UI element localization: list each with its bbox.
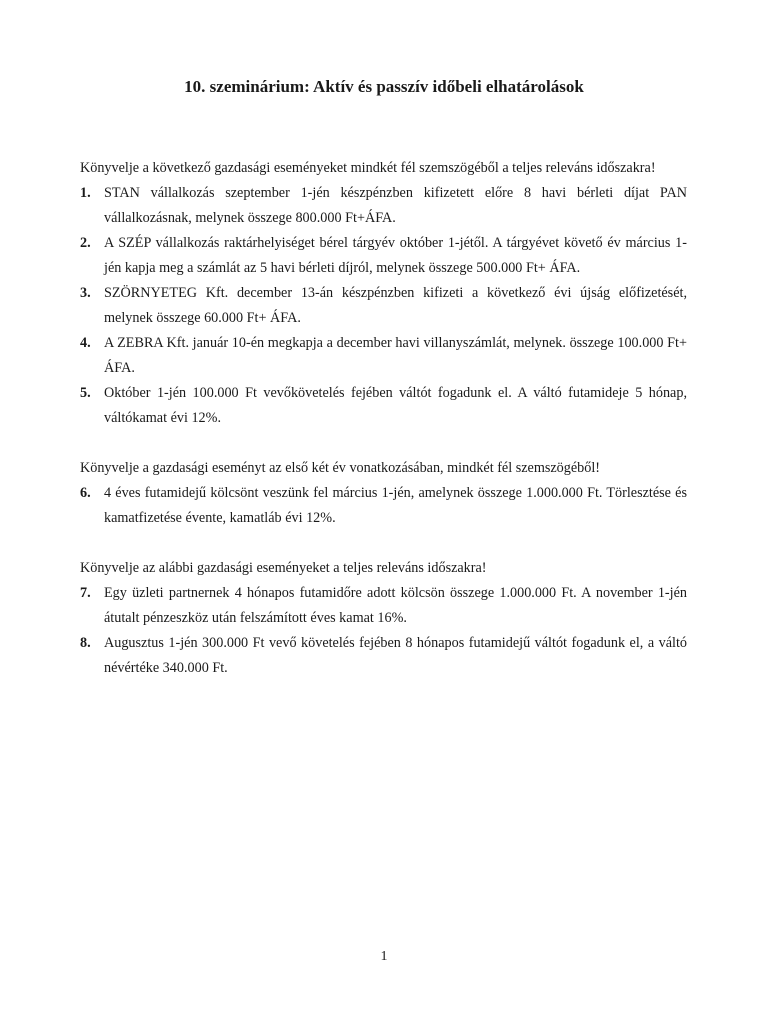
- exercise-text: 4 éves futamidejű kölcsönt veszünk fel március 1-jén, amelynek összege 1.000.000 Ft. Törlesztése és kamatfizetése évente, kamatláb évi 12%.: [104, 485, 687, 526]
- exercise-number: 1.: [80, 185, 91, 201]
- exercise-item-4: [80, 331, 687, 381]
- exercise-list-1: [80, 181, 687, 431]
- exercise-text: SZÖRNYETEG Kft. december 13-án készpénzben kifizeti a következő évi újság előfizetését, melynek összege 60.000 Ft+ ÁFA.: [104, 285, 687, 326]
- exercise-number: 3.: [80, 285, 91, 301]
- section-3: [80, 556, 687, 681]
- exercise-text: STAN vállalkozás szeptember 1-jén készpénzben kifizetett előre 8 havi bérleti díjat PAN vállalkozásnak, melynek összege 800.000 Ft+ÁFA.: [104, 185, 687, 226]
- exercise-text: Október 1-jén 100.000 Ft vevőkövetelés fejében váltót fogadunk el. A váltó futamideje 5 hónap, váltókamat évi 12%.: [104, 385, 687, 426]
- exercise-text: A SZÉP vállalkozás raktárhelyiséget bérel tárgyév október 1-jétől. A tárgyévet követő év március 1-jén kapja meg a számlát az 5 havi bérleti díjról, melynek összege 500.000 Ft+ ÁFA.: [104, 235, 687, 276]
- exercise-item-1: [80, 181, 687, 231]
- exercise-item-3: [80, 281, 687, 331]
- section-spacer: [80, 531, 687, 556]
- section-spacer: [80, 431, 687, 456]
- section-2: [80, 456, 687, 531]
- exercise-number: 5.: [80, 385, 91, 401]
- exercise-text: Augusztus 1-jén 300.000 Ft vevő követelés fejében 8 hónapos futamidejű váltót fogadunk el, a váltó névértéke 340.000 Ft.: [104, 635, 687, 676]
- exercise-text: Egy üzleti partnernek 4 hónapos futamidőre adott kölcsön összege 1.000.000 Ft. A november 1-jén átutalt pénzeszköz után felszámított éves kamat 16%.: [104, 585, 687, 626]
- exercise-item-6: [80, 481, 687, 531]
- exercise-number: 6.: [80, 485, 91, 501]
- section-2-instruction: Könyvelje a gazdasági eseményt az első két év vonatkozásában, mindkét fél szemszögéből!: [80, 460, 601, 476]
- exercise-item-5: [80, 381, 687, 431]
- exercise-number: 4.: [80, 335, 91, 351]
- section-1: [80, 156, 687, 431]
- section-3-instruction: Könyvelje az alábbi gazdasági eseményeket a teljes releváns időszakra!: [80, 560, 487, 576]
- document-body: [80, 156, 687, 681]
- page-number: 1: [380, 949, 388, 964]
- exercise-number: 8.: [80, 635, 91, 651]
- exercise-item-8: [80, 631, 687, 681]
- exercise-number: 7.: [80, 585, 91, 601]
- exercise-item-2: [80, 231, 687, 281]
- exercise-list-3: [80, 581, 687, 681]
- page-title: 10. szeminárium: Aktív és passzív időbeli elhatárolások: [184, 77, 584, 96]
- exercise-item-7: [80, 581, 687, 631]
- exercise-list-2: [80, 481, 687, 531]
- exercise-text: A ZEBRA Kft. január 10-én megkapja a december havi villanyszámlát, melynek. összege 100.000 Ft+ ÁFA.: [104, 335, 687, 376]
- exercise-number: 2.: [80, 235, 91, 251]
- section-1-instruction: Könyvelje a következő gazdasági eseményeket mindkét fél szemszögéből a teljes releváns időszakra!: [80, 160, 656, 176]
